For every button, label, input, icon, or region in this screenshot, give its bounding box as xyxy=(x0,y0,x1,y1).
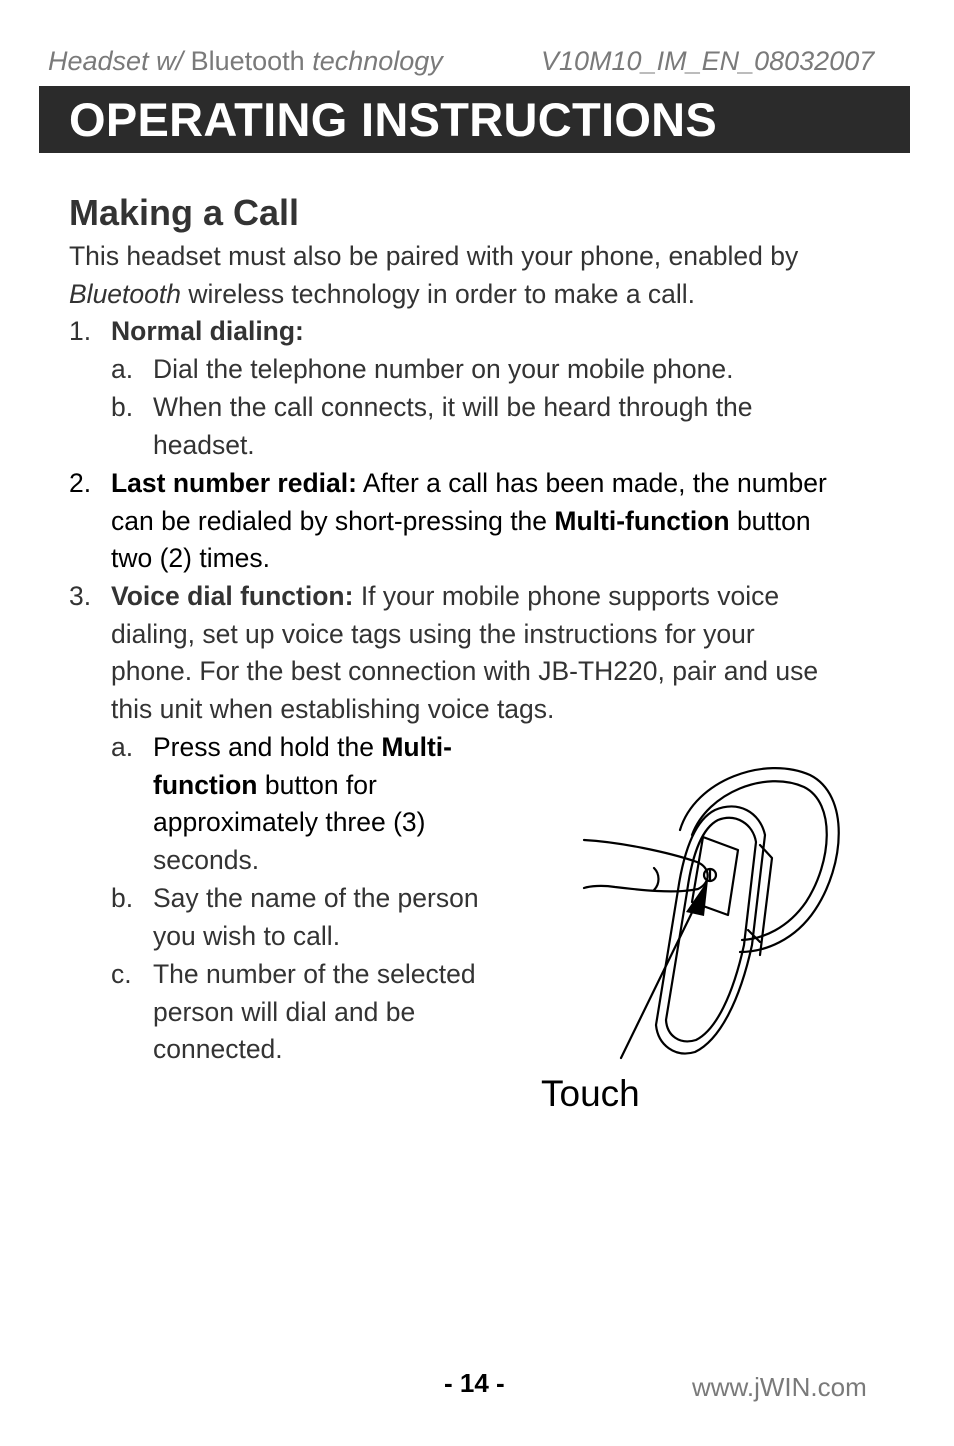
item-label: Voice dial function: xyxy=(111,581,354,611)
item-text xyxy=(111,578,818,729)
list-item-normal-dialing xyxy=(69,313,899,351)
item-text-part4: two (2) times. xyxy=(111,543,271,574)
subitem-3a xyxy=(111,729,531,881)
header-product-plain: Bluetooth xyxy=(190,46,305,76)
item-text-part3: button xyxy=(736,505,811,536)
subitem-line3: approximately three (3) xyxy=(153,807,426,838)
subitem-letter: a. xyxy=(111,354,134,384)
subitem-letter: c. xyxy=(111,959,132,989)
subitem-post: button for xyxy=(264,769,377,800)
item-number: 1. xyxy=(69,316,92,346)
item-text-line3: phone. For the best connection with JB-TH220, pair and use xyxy=(111,656,819,687)
item-text-part1: If your mobile phone supports voice xyxy=(360,581,780,611)
item-label: Last number redial: xyxy=(111,468,357,498)
list-item-last-number-redial xyxy=(69,465,899,579)
intro-line2: wireless technology in order to make a call. xyxy=(188,278,696,309)
item-text-part2: can be redialed by short-pressing the xyxy=(111,505,548,536)
subitem-text-line2: headset. xyxy=(153,429,255,460)
subitem-text xyxy=(153,389,753,464)
subitem-letter: b. xyxy=(111,392,134,422)
item-number: 2. xyxy=(69,468,92,498)
subitem-1a xyxy=(111,351,901,389)
intro-italic: Bluetooth xyxy=(69,278,181,309)
subitem-text xyxy=(153,956,476,1069)
item-number: 3. xyxy=(69,581,92,611)
figure-label: Touch xyxy=(541,1073,640,1114)
item-text-line2: dialing, set up voice tags using the instructions for your xyxy=(111,618,755,649)
header-product-name xyxy=(48,46,443,77)
intro-line1: This headset must also be paired with your phone, enabled by xyxy=(69,241,799,271)
item-text-part1: After a call has been made, the number xyxy=(362,468,827,498)
subitem-bold1: Multi- xyxy=(381,732,452,762)
subitem-text-line1: When the call connects, it will be heard through the xyxy=(153,392,753,422)
header-doc-code: V10M10_IM_EN_08032007 xyxy=(541,46,875,76)
section-title: Making a Call xyxy=(69,192,300,233)
item-text-line4: this unit when establishing voice tags. xyxy=(111,694,555,725)
subitem-line1: The number of the selected xyxy=(153,959,476,989)
subitem-3b xyxy=(111,880,531,956)
header-product-italic: Headset w/ xyxy=(48,46,184,76)
headset-touch-illustration xyxy=(560,740,860,1070)
item-bold-term: Multi-function xyxy=(554,505,730,536)
item-text xyxy=(111,465,827,578)
subitem-line1: Say the name of the person xyxy=(153,883,479,913)
subitem-line4: seconds. xyxy=(153,845,260,876)
subitem-line2: you wish to call. xyxy=(153,920,341,951)
subitem-3c xyxy=(111,956,531,1070)
header-product-italic2: technology xyxy=(312,46,443,76)
item-label: Normal dialing: xyxy=(111,316,304,346)
subitem-line3: connected. xyxy=(153,1034,283,1065)
intro-paragraph xyxy=(69,238,899,313)
subitem-pre: Press and hold the xyxy=(153,732,374,762)
subitem-line2: person will dial and be xyxy=(153,996,416,1027)
list-item-voice-dial xyxy=(69,578,899,730)
subitem-1b xyxy=(111,389,901,465)
subitem-letter: a. xyxy=(111,732,134,762)
banner-title: OPERATING INSTRUCTIONS xyxy=(69,93,718,146)
subitem-bold2: function xyxy=(153,769,258,800)
subitem-letter: b. xyxy=(111,883,134,913)
page-number: - 14 - xyxy=(444,1368,505,1398)
footer-website: www.jWIN.com xyxy=(692,1372,867,1402)
subitem-text xyxy=(153,729,452,880)
section-banner xyxy=(39,86,910,153)
subitem-text xyxy=(153,880,479,955)
subitem-text: Dial the telephone number on your mobile phone. xyxy=(153,354,734,384)
